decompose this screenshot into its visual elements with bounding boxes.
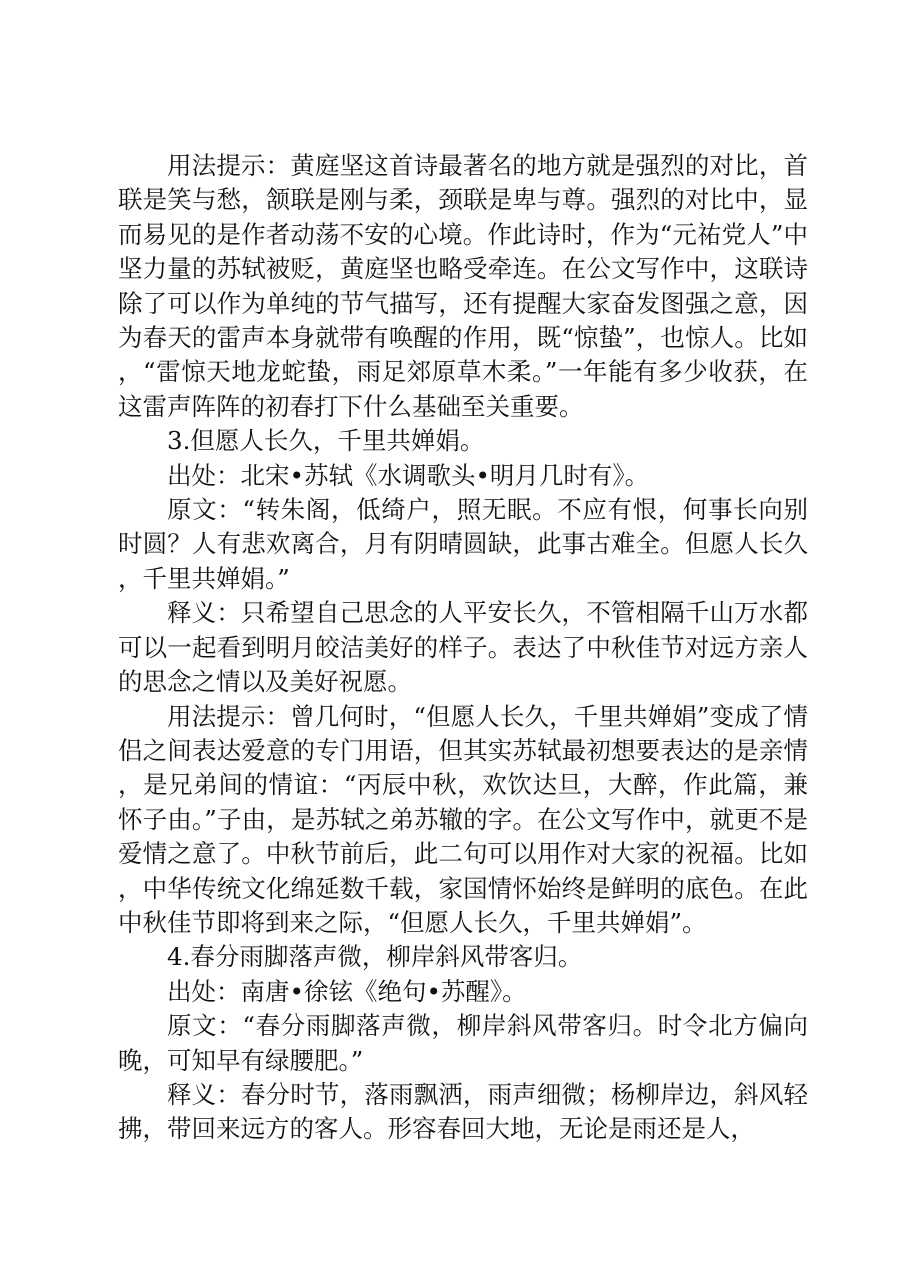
heading-item-3: 3.但愿人长久，千里共婵娟。 <box>167 426 485 456</box>
document-body <box>118 149 808 1147</box>
paragraph-usage-hint-item-3: 用法提示：曾几何时，“但愿人长久，千里共婵娟”变成了情侣之间表达爱意的专门用语，但其实苏轼最初想要表达的是亲情，是兄弟间的情谊：“丙辰中秋，欢饮达旦，大醉，作此篇，兼怀子由。”子由，是苏轼之弟苏辙的字。在公文写作中，就更不是爱情之意了。中秋节前后，此二句可以用作对大家的祝福。比如，中华传统文化绵延数千载，家国情怀始终是鲜明的底色。在此中秋佳节即将到来之际，“但愿人长久，千里共婵娟”。 <box>118 701 808 937</box>
paragraph-source-item-3: 出处：北宋•苏轼《水调歌头•明月几时有》。 <box>167 460 650 490</box>
paragraph-meaning-item-3: 释义：只希望自己思念的人平安长久，不管相隔千山万水都可以一起看到明月皎洁美好的样子。表达了中秋佳节对远方亲人的思念之情以及美好祝愿。 <box>118 598 808 697</box>
paragraph-source-item-4: 出处：南唐•徐铉《绝句•苏醒》。 <box>167 976 527 1006</box>
paragraph-original-text-item-4: 原文：“春分雨脚落声微，柳岸斜风带客归。时令北方偏向晚，可知早有绿腰肥。” <box>118 1011 808 1075</box>
heading-item-4: 4.春分雨脚落声微，柳岸斜风带客归。 <box>167 942 583 972</box>
paragraph-usage-hint-huang-tingjian: 用法提示：黄庭坚这首诗最著名的地方就是强烈的对比，首联是笑与愁，颔联是刚与柔，颈联是卑与尊。强烈的对比中，显而易见的是作者动荡不安的心境。作此诗时，作为“元祐党人”中坚力量的苏轼被贬，黄庭坚也略受牵连。在公文写作中，这联诗除了可以作为单纯的节气描写，还有提醒大家奋发图强之意，因为春天的雷声本身就带有唤醒的作用，既“惊蛰”，也惊人。比如，“雷惊天地龙蛇蛰，雨足郊原草木柔。”一年能有多少收获，在这雷声阵阵的初春打下什么基础至关重要。 <box>118 151 808 421</box>
paragraph-meaning-item-4: 释义：春分时节，落雨飘洒，雨声细微；杨柳岸边，斜风轻拂，带回来远方的客人。形容春回大地，无论是雨还是人， <box>118 1079 808 1144</box>
paragraph-original-text-item-3: 原文：“转朱阁，低绮户，照无眠。不应有恨，何事长向别时圆？人有悲欢离合，月有阴晴圆缺，此事古难全。但愿人长久，千里共婵娟。” <box>118 495 808 593</box>
